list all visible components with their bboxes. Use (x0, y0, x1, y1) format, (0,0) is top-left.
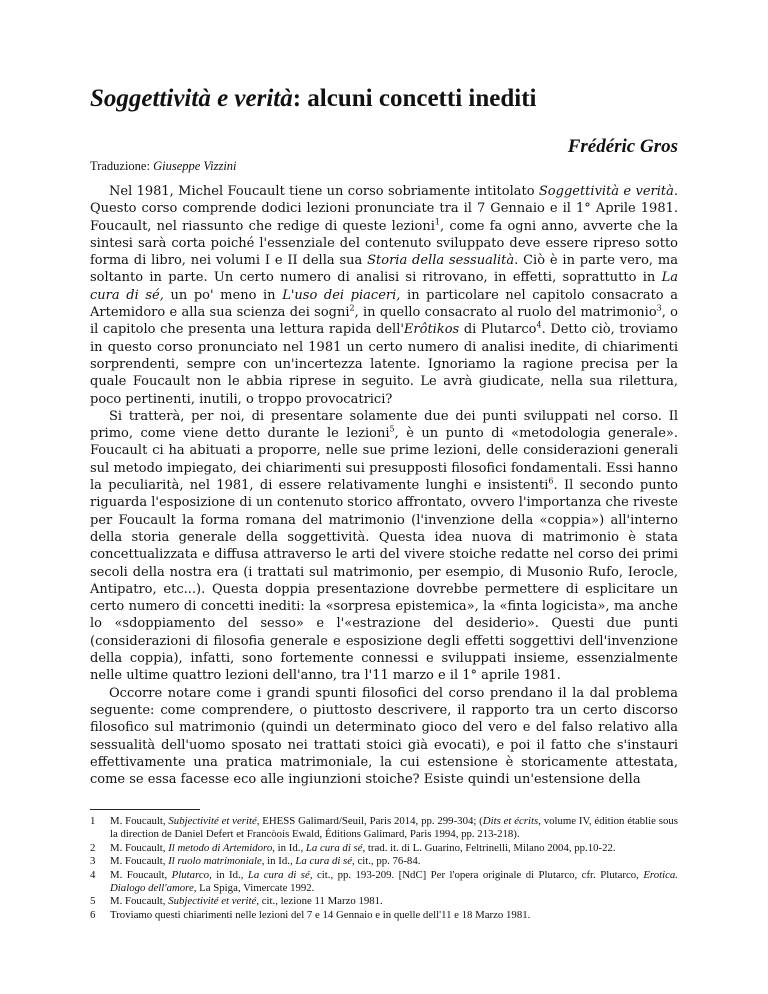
text-run: Si tratterà, per noi, di presentare solamente due dei punti sviluppati nel corso. Il primo, come viene detto durante le lezioni (90, 408, 678, 442)
text-run: M. Foucault, (110, 815, 169, 827)
text-run: . Ciò è in parte vero, ma soltanto in parte. Un certo numero di analisi si ritrovano, in effetti, soprattutto in (90, 253, 678, 286)
footnote-2 (90, 842, 678, 855)
paragraph-1 (90, 183, 678, 408)
book-title: Subjectivité et verité, (168, 815, 260, 827)
text-run: Troviamo questi chiarimenti nelle lezioni del 7 e 14 Gennaio e in quelle dell'11 e 18 Marzo 1981. (110, 908, 531, 921)
footnote-separator (90, 809, 200, 810)
text-run: . Il secondo punto riguarda l'esposizione di un contenuto storico affrontato, ovvero l'importanza che riveste per Foucault la forma romana del matrimonio (l'invenzione della «coppia») all'interno della storia generale della soggettività. Questa idea nuova di matrimonio è stata concettualizzata e diffusa attraverso le arti del vivere stoiche redatte nel corso dei primi secoli della nostra era (i trattati sul matrimonio, per esempio, di Musonio Rufo, Ierocle, Antipatro, etc...). Questa doppia presentazione dovrebbe permettere di esplicitare un certo numero di concetti inediti: la «sorpresa epistemica», la «finta logicista», ma anche lo «sdoppiamento del sesso» e l'«estrazione del desiderio». Questi due punti (considerazioni di filosofia generale e esposizione degli effetti soggettivi dell'invenzione della coppia), infatti, sono fortemente connessi e sviluppati insieme, essenzialmente nelle ultime quattro lezioni dell'anno, tra l'11 marzo e il 1° aprile 1981. (90, 478, 679, 684)
book-title: La cura di sé (295, 855, 353, 868)
footnote-ref-3[interactable]: 3 (656, 303, 662, 313)
article-body (90, 183, 678, 788)
book-title: Plutarco (171, 868, 210, 881)
text-run: , o il capitolo che presenta una lettura rapida dell' (90, 305, 679, 338)
book-title: Erôtikos (403, 322, 460, 338)
text-run: , volume IV, édition établie sous la direction de Daniel Defert et Francòois Ewald, Éditions Galimard, Paris 1994, pp. 213-218). (110, 815, 678, 841)
text-run: , cit., lezione 11 Marzo 1981. (256, 895, 383, 908)
book-title: L'uso dei piaceri, (282, 287, 401, 303)
title-rest: : alcuni concetti inediti (292, 85, 537, 112)
text-run: , in quello consacrato al ruolo del matrimonio (354, 305, 657, 321)
footnote-number: 6 (90, 908, 96, 921)
translation-credit (90, 159, 237, 174)
text-run: , in Id., (272, 841, 306, 854)
text-run: , cit., pp. 193-209. [NdC] Per l'opera originale di Plutarco, cfr. Plutarco, (309, 868, 644, 881)
footnote-5 (90, 895, 678, 908)
translator-name: Giuseppe Vizzini (153, 159, 237, 173)
text-run: Occorre notare come i grandi spunti filosofici del corso prendano il la dal problema seguente: come comprendere, o piuttosto descrivere, il rapporto tra un certo discorso filosofico sul matrimonio (quindi un determinato gioco del vero e del falso relativo alla sessualità dell'uomo sposato nei trattati stoici già evocati), e poi il fatto che s'instauri effettivamente una pratica matrimoniale, la cui estensione è storicamente attestata, come se essa facesse eco alle ingiunzioni stoiche? Esiste quindi un'estensione della (90, 685, 678, 788)
footnote-number: 1 (90, 815, 96, 827)
book-title: Il ruolo matrimoniale (168, 855, 262, 868)
text-run: di Plutarco (459, 322, 537, 338)
text-run: , in Id., (209, 868, 248, 881)
text-run: EHESS Galimard/Seuil, Paris 2014, pp. 299-304; ( (259, 815, 483, 827)
footnote-ref-2[interactable]: 2 (349, 303, 355, 313)
book-title: La cura di sé (305, 841, 363, 854)
footnote-ref-5[interactable]: 5 (389, 424, 395, 434)
text-run: . Questo corso comprende dodici lezioni pronunciate tra il 7 Gennaio e il 1° Aprile 1981. Foucault, nel riassunto che redige di queste lezioni (90, 184, 678, 234)
footnote-number: 5 (90, 895, 96, 908)
text-run: M. Foucault, (110, 895, 169, 908)
text-run: in particolare nel capitolo consacrato a Artemidoro e alla sua scienza dei sogni (90, 287, 678, 321)
book-title: Storia della sessualità (367, 253, 515, 269)
footnote-6 (90, 909, 678, 922)
text-run: . Detto ciò, troviamo in questo corso pronunciato nel 1981 un certo numero di analisi inedite, di chiarimenti sorprendenti, sempre con un'incertezza latente. Ignoriamo la ragione precisa per la quale Foucault non le abbia riprese in seguito. Le avrà giudicate, nella sua rilettura, poco pertinenti, inutili, o troppo provocatrici? (90, 322, 678, 407)
footnotes-list (90, 815, 678, 922)
text-run: , La Spiga, Vimercate 1992. (193, 882, 315, 895)
text-run: , in Id., (261, 855, 296, 868)
course-title: Soggettività e verità (538, 184, 674, 199)
text-run: , come fa ogni anno, avverte che la sintesi sarà corta poiché l'essenziale del contenuto sviluppato deve essere ripreso sotto forma di libro, nei volumi I e II della sua (90, 218, 678, 269)
book-title: Il metodo di Artemidoro (168, 841, 273, 854)
footnote-1 (90, 815, 678, 842)
author-name: Frédéric Gros (567, 136, 678, 157)
footnote-number: 4 (90, 868, 96, 881)
book-title: La cura di sé, (90, 270, 678, 303)
text-run: Nel 1981, Michel Foucault tiene un corso sobriamente intitolato (109, 184, 539, 199)
book-title: Subjectivité et verité (168, 895, 257, 908)
text-run: M. Foucault, (110, 841, 169, 854)
book-title: Dits et écrits (482, 815, 539, 827)
footnote-number: 2 (90, 841, 96, 854)
footnote-ref-4[interactable]: 4 (536, 321, 542, 331)
footnote-3 (90, 855, 678, 868)
text-run: , trad. it. di L. Guarino, Feltrinelli, Milano 2004, pp.10-22. (362, 841, 616, 854)
text-run: M. Foucault, (110, 868, 172, 881)
book-title: Erotica. Dialogo dell'amore (110, 868, 678, 895)
title-italic-part: Soggettività e verità (90, 85, 293, 112)
footnote-ref-6[interactable]: 6 (548, 476, 554, 486)
translation-label: Traduzione: (90, 159, 154, 173)
text-run: un po' meno in (163, 287, 283, 303)
paragraph-3 (90, 685, 678, 789)
text-run: M. Foucault, (110, 855, 169, 868)
footnote-ref-1[interactable]: 1 (434, 217, 440, 227)
text-run: , cit., pp. 76-84. (352, 855, 421, 868)
footnote-4 (90, 869, 678, 896)
article-title (90, 84, 690, 114)
footnote-number: 3 (90, 855, 96, 868)
text-run: , è un punto di «metodologia generale». Foucault ci ha abituati a proporre, nelle sue prime lezioni, delle considerazioni generali sul metodo impiegato, dei chiarimenti sui presupposti filosofici fondamentali. Essi hanno la peculiarità, nel 1981, di essere relativamente lunghi e insistenti (90, 426, 678, 494)
book-title: La cura di sé (247, 868, 310, 881)
paragraph-2 (90, 408, 678, 685)
